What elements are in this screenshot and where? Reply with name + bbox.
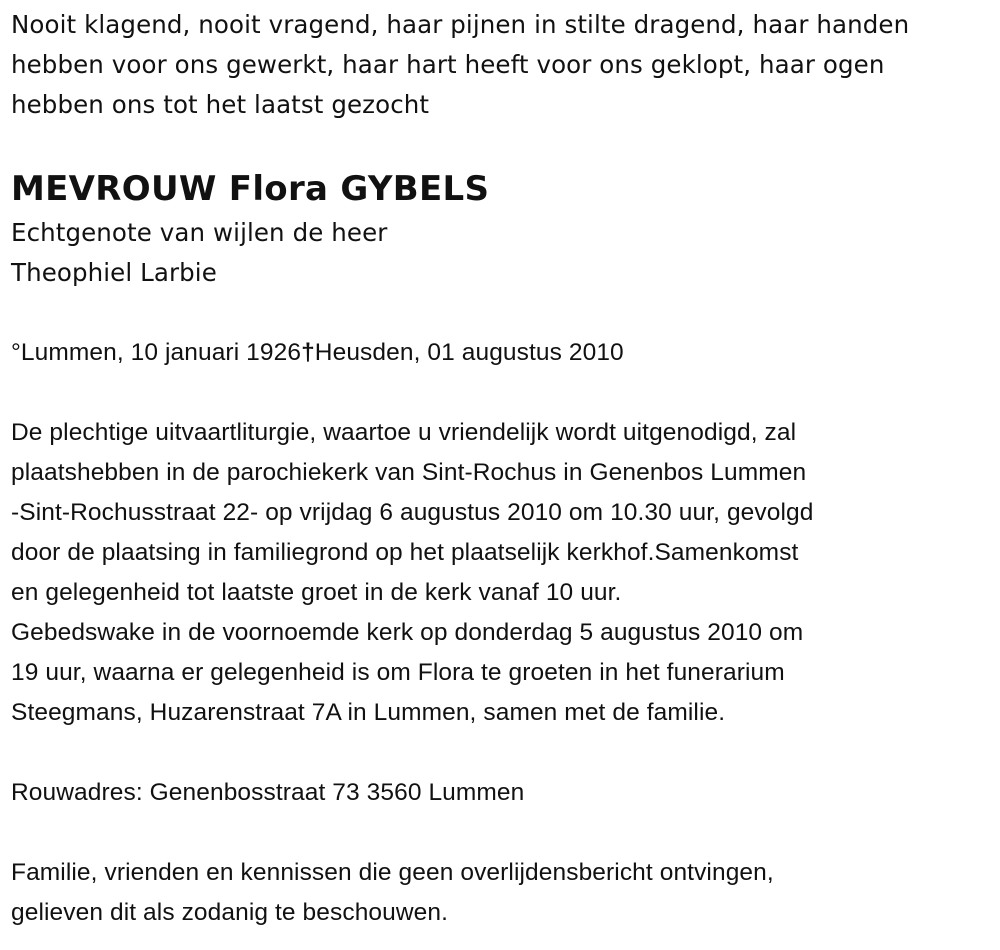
ceremony-line: plaatshebben in de parochiekerk van Sint-Rochus in Genenbos Lummen	[11, 459, 807, 486]
motto-section	[11, 5, 996, 125]
ceremony-line: door de plaatsing in familiegrond op het plaatselijk kerkhof.Samenkomst	[11, 539, 799, 566]
ceremony-line: Steegmans, Huzarenstraat 7A in Lummen, samen met de familie.	[11, 699, 726, 726]
ceremony-line: en gelegenheid tot laatste groet in de kerk vanaf 10 uur.	[11, 579, 622, 606]
ceremony-line: Gebedswake in de voornoemde kerk op donderdag 5 augustus 2010 om	[11, 619, 804, 646]
spouse-line: Echtgenote van wijlen de heer	[11, 218, 388, 247]
spacer	[11, 125, 996, 165]
motto-line: hebben voor ons gewerkt, haar hart heeft voor ons geklopt, haar ogen	[11, 50, 885, 79]
deceased-section	[11, 165, 996, 293]
obituary-document	[11, 5, 996, 933]
birth-info: °Lummen, 10 januari 1926	[11, 339, 302, 366]
spacer	[11, 733, 996, 773]
notice-line: Familie, vrienden en kennissen die geen overlijdensbericht ontvingen,	[11, 859, 774, 886]
ceremony-line: -Sint-Rochusstraat 22- op vrijdag 6 augustus 2010 om 10.30 uur, gevolgd	[11, 499, 814, 526]
spouse-line: Theophiel Larbie	[11, 258, 217, 287]
motto-line: Nooit klagend, nooit vragend, haar pijnen in stilte dragend, haar handen	[11, 10, 910, 39]
ceremony-line: De plechtige uitvaartliturgie, waartoe u vriendelijk wordt uitgenodigd, zal	[11, 419, 797, 446]
ceremony-section	[11, 413, 996, 733]
spacer	[11, 293, 996, 333]
cross-icon: †	[301, 339, 315, 366]
dates-line	[11, 333, 996, 373]
spacer	[11, 813, 996, 853]
notice-line: gelieven dit als zodanig te beschouwen.	[11, 899, 449, 926]
death-info: Heusden, 01 augustus 2010	[314, 339, 624, 366]
mourning-address: Rouwadres: Genenbosstraat 73 3560 Lummen	[11, 779, 525, 806]
notice-section	[11, 853, 996, 933]
spacer	[11, 373, 996, 413]
motto-line: hebben ons tot het laatst gezocht	[11, 90, 430, 119]
ceremony-line: 19 uur, waarna er gelegenheid is om Flora te groeten in het funerarium	[11, 659, 785, 686]
deceased-name-title: MEVROUW Flora GYBELS	[11, 169, 490, 209]
